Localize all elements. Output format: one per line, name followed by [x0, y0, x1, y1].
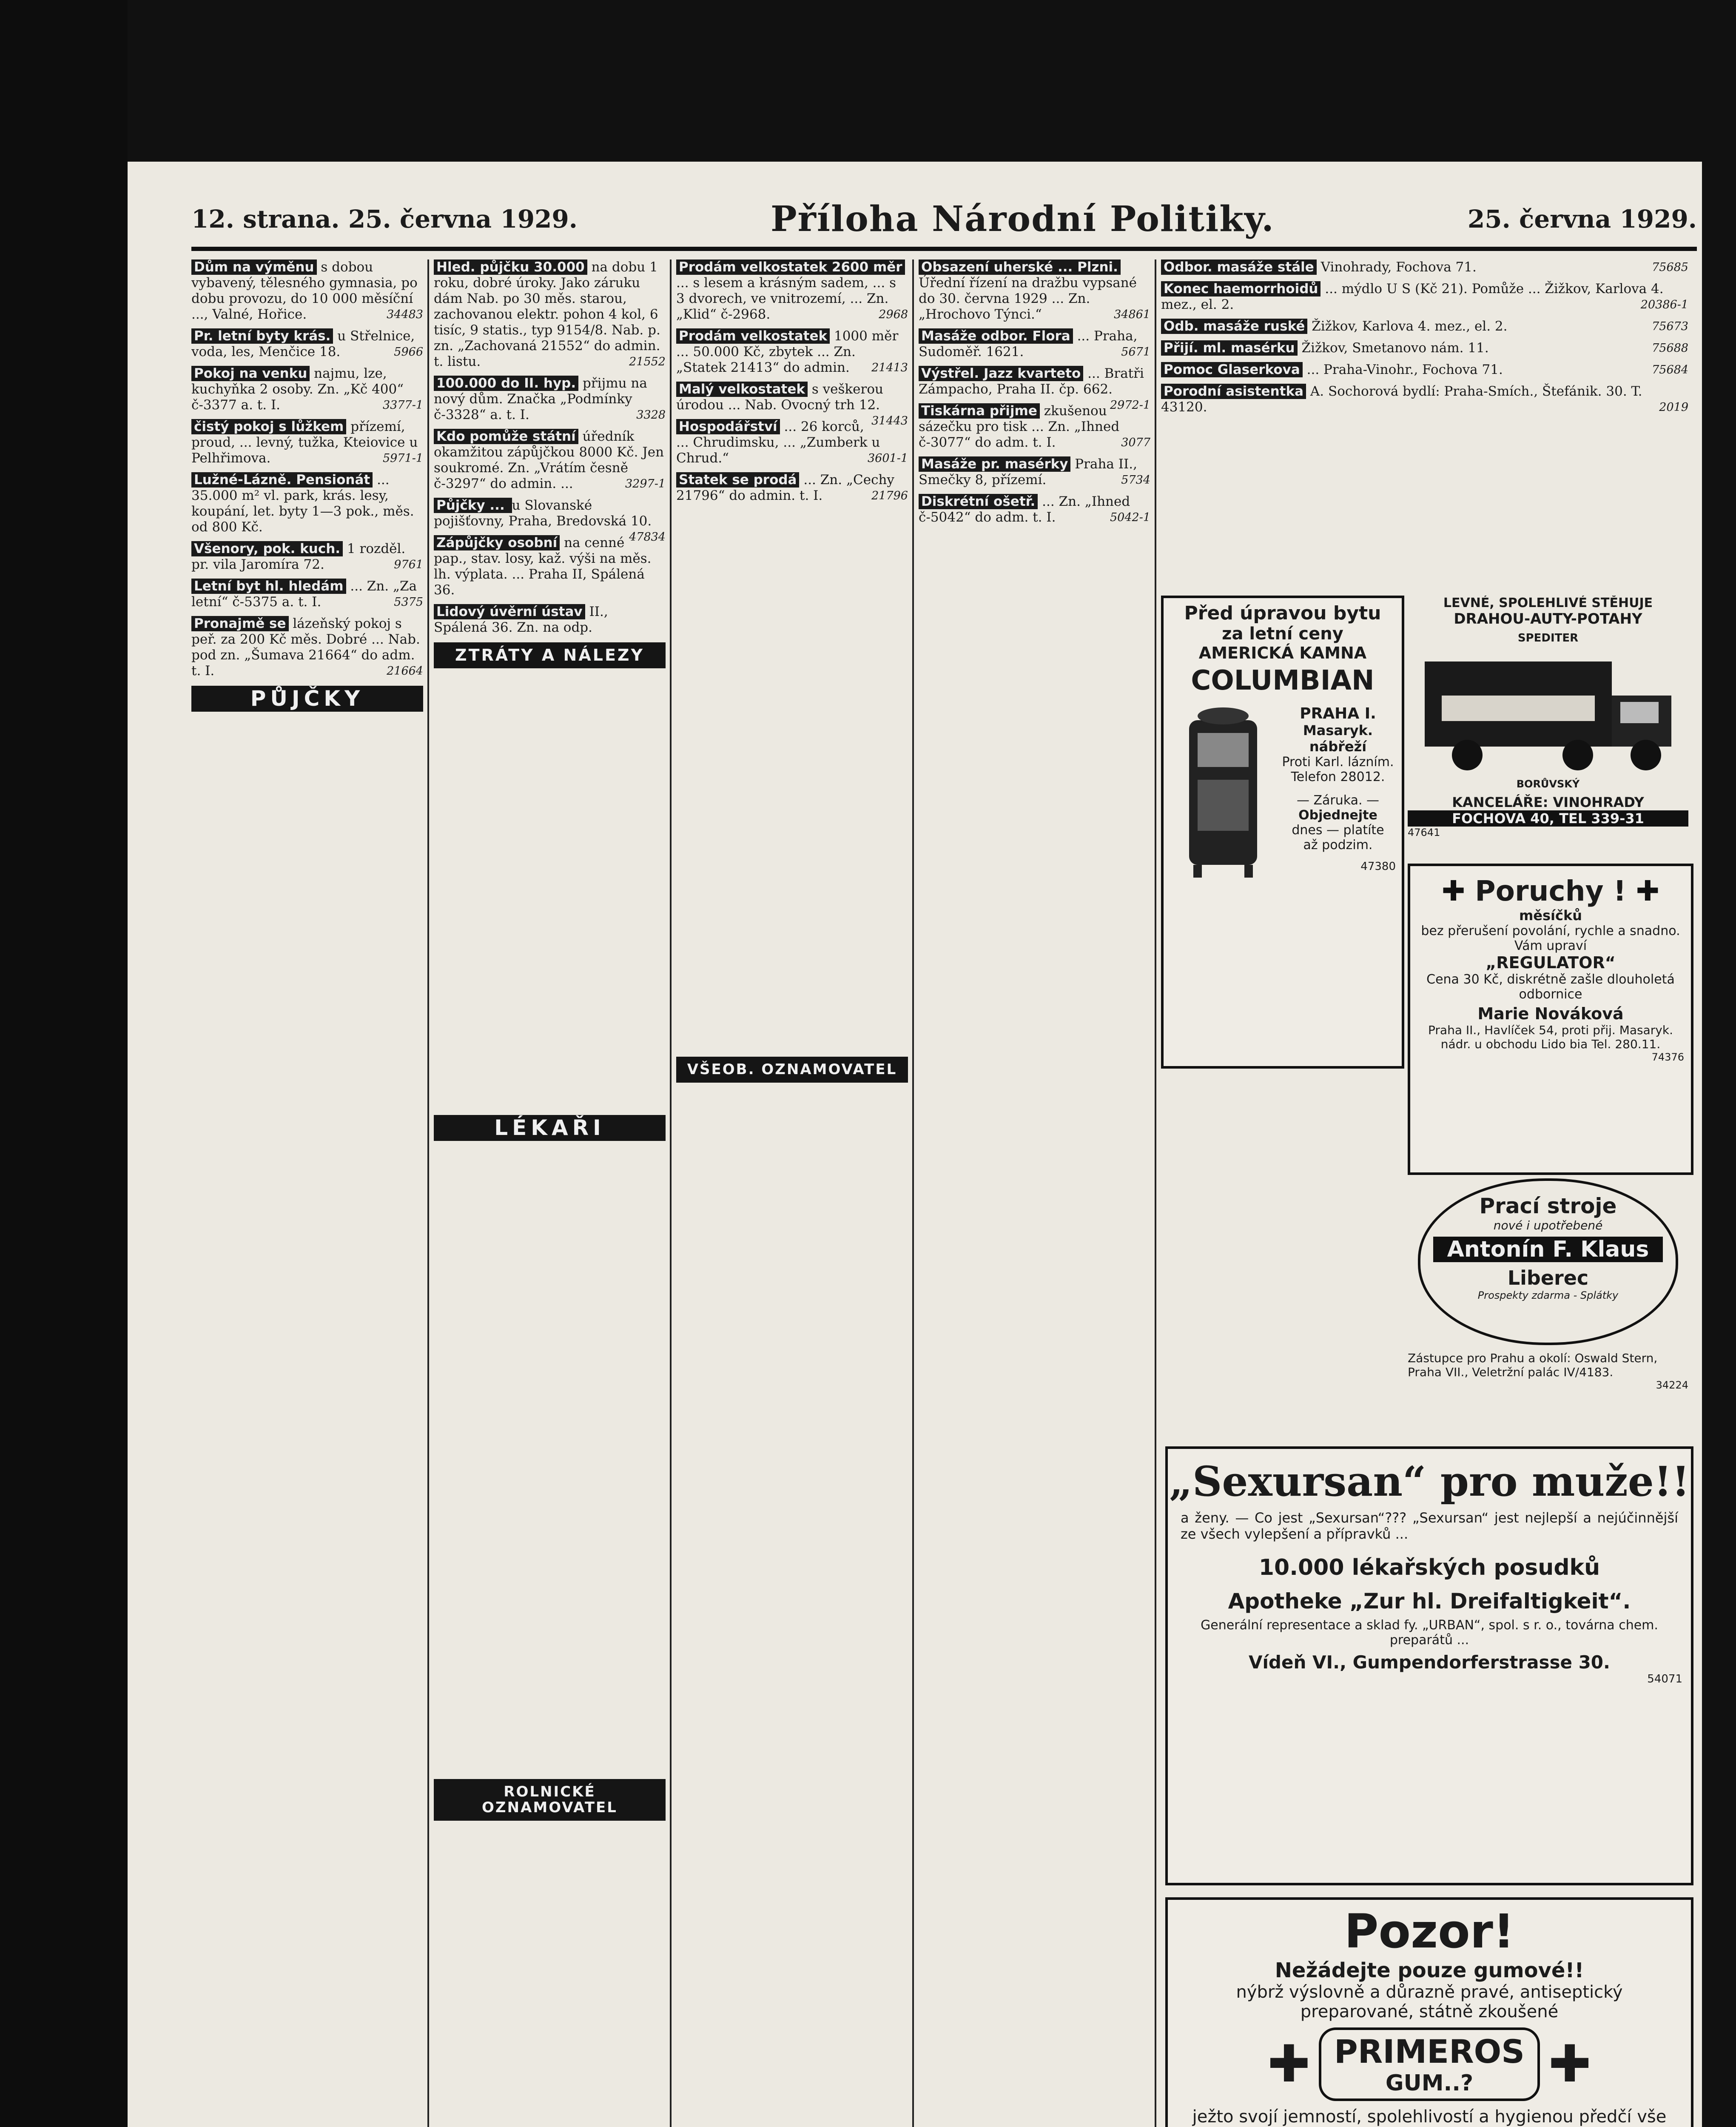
cross-icon: ✚	[1267, 2035, 1311, 2094]
list-item: Přijí. ml. masérku Žižkov, Smetanovo nám. 11. 75688	[1161, 340, 1688, 356]
header-rule	[191, 247, 1697, 251]
list-item: Masáže odbor. Flora ... Praha, Sudoměř. 1621. 5671	[919, 328, 1150, 359]
list-item: Dům na výměnu s dobou vybavený, tělesného gymnasia, po dobu provozu, do 10 000 měsíční ..., Valné, Hořice. 34483	[191, 259, 423, 322]
newspaper-sheet	[128, 162, 1702, 2127]
section-heading-general-notices: VŠEOB. OZNAMOVATEL	[676, 1057, 908, 1083]
list-item: Hled. půjčku 30.000 na dobu 1 roku, dobré úroky. Jako záruku dám Nab. po 30 měs. starou, zachovanou elektr. pohon 4 kol, 6 tisíc, 9 statis., typ 9154/8. Nab. p. zn. „Zachovaná 21552“ do admin. t. listu. 21552	[434, 259, 666, 369]
column-1	[191, 259, 423, 2127]
list-item: Diskrétní ošetř. ... Zn. „Ihned č-5042“ do adm. t. I. 5042-1	[919, 494, 1150, 525]
truck-icon	[1416, 649, 1680, 776]
list-item: Půjčky ... u Slovanské pojišťovny, Praha, Bredovská 10. 47834	[434, 498, 666, 544]
list-item: Odbor. masáže stále Vinohrady, Fochova 71. 75685	[1161, 259, 1688, 275]
list-item: Masáže pr. masérky Praha II., Smečky 8, přízemí. 5734	[919, 456, 1150, 488]
section-heading-doctors: LÉKAŘI	[434, 1115, 666, 1141]
page-date-right: 25. června 1929.	[1467, 205, 1697, 234]
column-divider	[1155, 259, 1156, 2127]
list-item: 100.000 do II. hyp. přijmu na nový dům. Značka „Podmínky č-3328“ a. t. I. 3328	[434, 376, 666, 422]
list-item: Prodám velkostatek 2600 měr ... s lesem a krásným sadem, ... s 3 dvorech, ve vnitrozemí, ... Zn. „Klid“ č-2968. 2968	[676, 259, 908, 322]
scan-border-left	[0, 0, 128, 2127]
list-item: Malý velkostatek s veškerou úrodou ... Nab. Ovocný trh 12. 31443	[676, 382, 908, 428]
ad-pozor-primeros: Pozor! Nežádejte pouze gumové!! nýbrž výslovně a důrazně pravé, antiseptický preparované, státně zkoušené ✚ PRIMEROS GUM..? ✚ ježto svojí jemností, spolehlivostí a hygienou předčí vše	[1165, 1897, 1693, 2127]
list-item: Porodní asistentka A. Sochorová bydlí: Praha-Smích., Štefánik. 30. T. 43120. 2019	[1161, 384, 1688, 415]
section-heading-farm-notices: ROLNICKÉ OZNAMOVATEL	[434, 1779, 666, 1821]
list-item: Hospodářství ... 26 korců, ... Chrudimsku, ... „Zumberk u Chrud.“ 3601-1	[676, 419, 908, 466]
column-3	[676, 259, 908, 2127]
scan-border-right	[1702, 0, 1736, 2127]
page-title: Příloha Národní Politiky.	[770, 199, 1275, 240]
list-item: Pr. letní byty krás. u Střelnice, voda, les, Menčice 18. 5966	[191, 328, 423, 359]
ad-poruchy: ✚ Poruchy ! ✚ měsíčků bez přerušení povolání, rychle a snadno. Vám upraví „REGULATOR“ Cena 30 Kč, diskrétně zašle dlouholetá odbornice Marie Nováková Praha II., Havlíček 54, proti přij. Masaryk. nádr. u obchodu Lido bia Tel. 280.11. 74376	[1408, 864, 1693, 1175]
cross-icon: ✚	[1636, 875, 1660, 907]
list-item: Lužné-Lázně. Pensionát ... 35.000 m² vl. park, krás. lesy, koupání, let. byty 1—3 pok., měs. od 800 Kč.	[191, 472, 414, 535]
list-item: Pronajmě se lázeňský pokoj s peř. za 200 Kč měs. Dobré ... Nab. pod zn. „Šumava 21664“ do adm. t. I. 21664	[191, 616, 423, 679]
ad-moving-company: LEVNÉ, SPOLEHLIVÉ STĚHUJE DRAHOU-AUTY-POTAHY SPEDITER BORŮVSKÝ KANCELÁŘE: VINOHRADY FOCHOVA 40, TEL 339-31 47641	[1408, 596, 1688, 859]
scan-border-top	[0, 0, 1736, 162]
list-item: Odb. masáže ruské Žižkov, Karlova 4. mez., el. 2. 75673	[1161, 319, 1688, 334]
page-header	[191, 200, 1697, 238]
column-divider	[670, 259, 672, 2127]
column-2	[434, 259, 666, 2127]
list-item: Výstřel. Jazz kvarteto ... Bratři Zámpacho, Praha II. čp. 662. 2972-1	[919, 366, 1150, 412]
list-item: Všenory, pok. kuch. 1 rozděl. pr. vila Jaromíra 72. 9761	[191, 541, 423, 572]
list-item: Pomoc Glaserkova ... Praha-Vinohr., Fochova 71. 75684	[1161, 362, 1688, 378]
list-item: Kdo pomůže státní úředník okamžitou zápůjčkou 8000 Kč. Jen soukromé. Zn. „Vrátím česně č-3297“ do admin. ... 3297-1	[434, 429, 666, 491]
list-item: Statek se prodá ... Zn. „Cechy 21796“ do admin. t. I. 21796	[676, 472, 908, 503]
list-item: Prodám velkostatek 1000 měr ... 50.000 Kč, zbytek ... Zn. „Statek 21413“ do admin. 21413	[676, 328, 908, 375]
list-item: Letní byt hl. hledám ... Zn. „Za letní“ č-5375 a. t. I. 5375	[191, 579, 423, 610]
section-heading-lost-found: ZTRÁTY A NÁLEZY	[434, 642, 666, 668]
list-item: Zápůjčky osobní na cenné pap., stav. losy, kaž. výši na měs. lh. výplata. ... Praha II, Spálená 36.	[434, 535, 652, 598]
column-4	[919, 259, 1150, 2127]
column-divider	[912, 259, 914, 2127]
list-item: Obsazení uherské ... Plzni. Úřední řízení na dražbu vypsané do 30. června 1929 ... Zn. „Hrochovo Týnci.“ 34861	[919, 259, 1150, 322]
list-item: Konec haemorrhoidů ... mýdlo U S (Kč 21). Pomůže ... Žižkov, Karlova 4. mez., el. 2. 20386-1	[1161, 281, 1688, 312]
list-item: čistý pokoj s lůžkem přízemí, proud, ... levný, tužka, Kteiovice u Pelhřimova. 5971-1	[191, 419, 423, 466]
section-heading-loans: PŮJČKY	[191, 686, 423, 712]
page-number-date: 12. strana. 25. června 1929.	[191, 205, 578, 234]
stove-icon	[1172, 703, 1274, 882]
list-item: Tiskárna přijme zkušenou sázečku pro tisk ... Zn. „Ihned č-3077“ do adm. t. I. 3077	[919, 403, 1150, 450]
list-item: Lidový úvěrní ústav II., Spálená 36. Zn. na odp.	[434, 604, 608, 635]
ad-klaus-washing-machines: Prací stroje nové i upotřebené Antonín F. Klaus Liberec Prospekty zdarma - Splátky Zástupce pro Prahu a okolí: Oswald Stern, Praha VII., Veletržní palác IV/4183. 34224	[1408, 1178, 1688, 1425]
column-divider	[427, 259, 429, 2127]
list-item: Pokoj na venku najmu, lze, kuchyňka 2 osoby. Zn. „Kč 400“ č-3377 a. t. I. 3377-1	[191, 366, 423, 413]
cross-icon: ✚	[1441, 875, 1466, 907]
cross-icon: ✚	[1548, 2035, 1591, 2094]
ad-columbian-stoves: Před úpravou bytu za letní ceny AMERICKÁ KAMNA COLUMBIAN PRAHA I. Masaryk. nábřeží Proti Karl. lázním. Telefon 28012. — Záruka. — Objednejte dnes — platíte až podzim. 47380	[1161, 596, 1404, 1069]
ad-sexursan: „Sexursan“ pro muže!! a ženy. — Co jest „Sexursan“??? „Sexursan“ jest nejlepší a nejúčinnější ze všech vylepšení a přípravků ... 10.000 lékařských posudků Apotheke „Zur hl. Dreifaltigkeit“. Generální representace a sklad fy. „URBAN“, spol. s r. o., továrna chem. preparátů ... Vídeň VI., Gumpendorferstrasse 30. 54071	[1165, 1446, 1693, 1885]
